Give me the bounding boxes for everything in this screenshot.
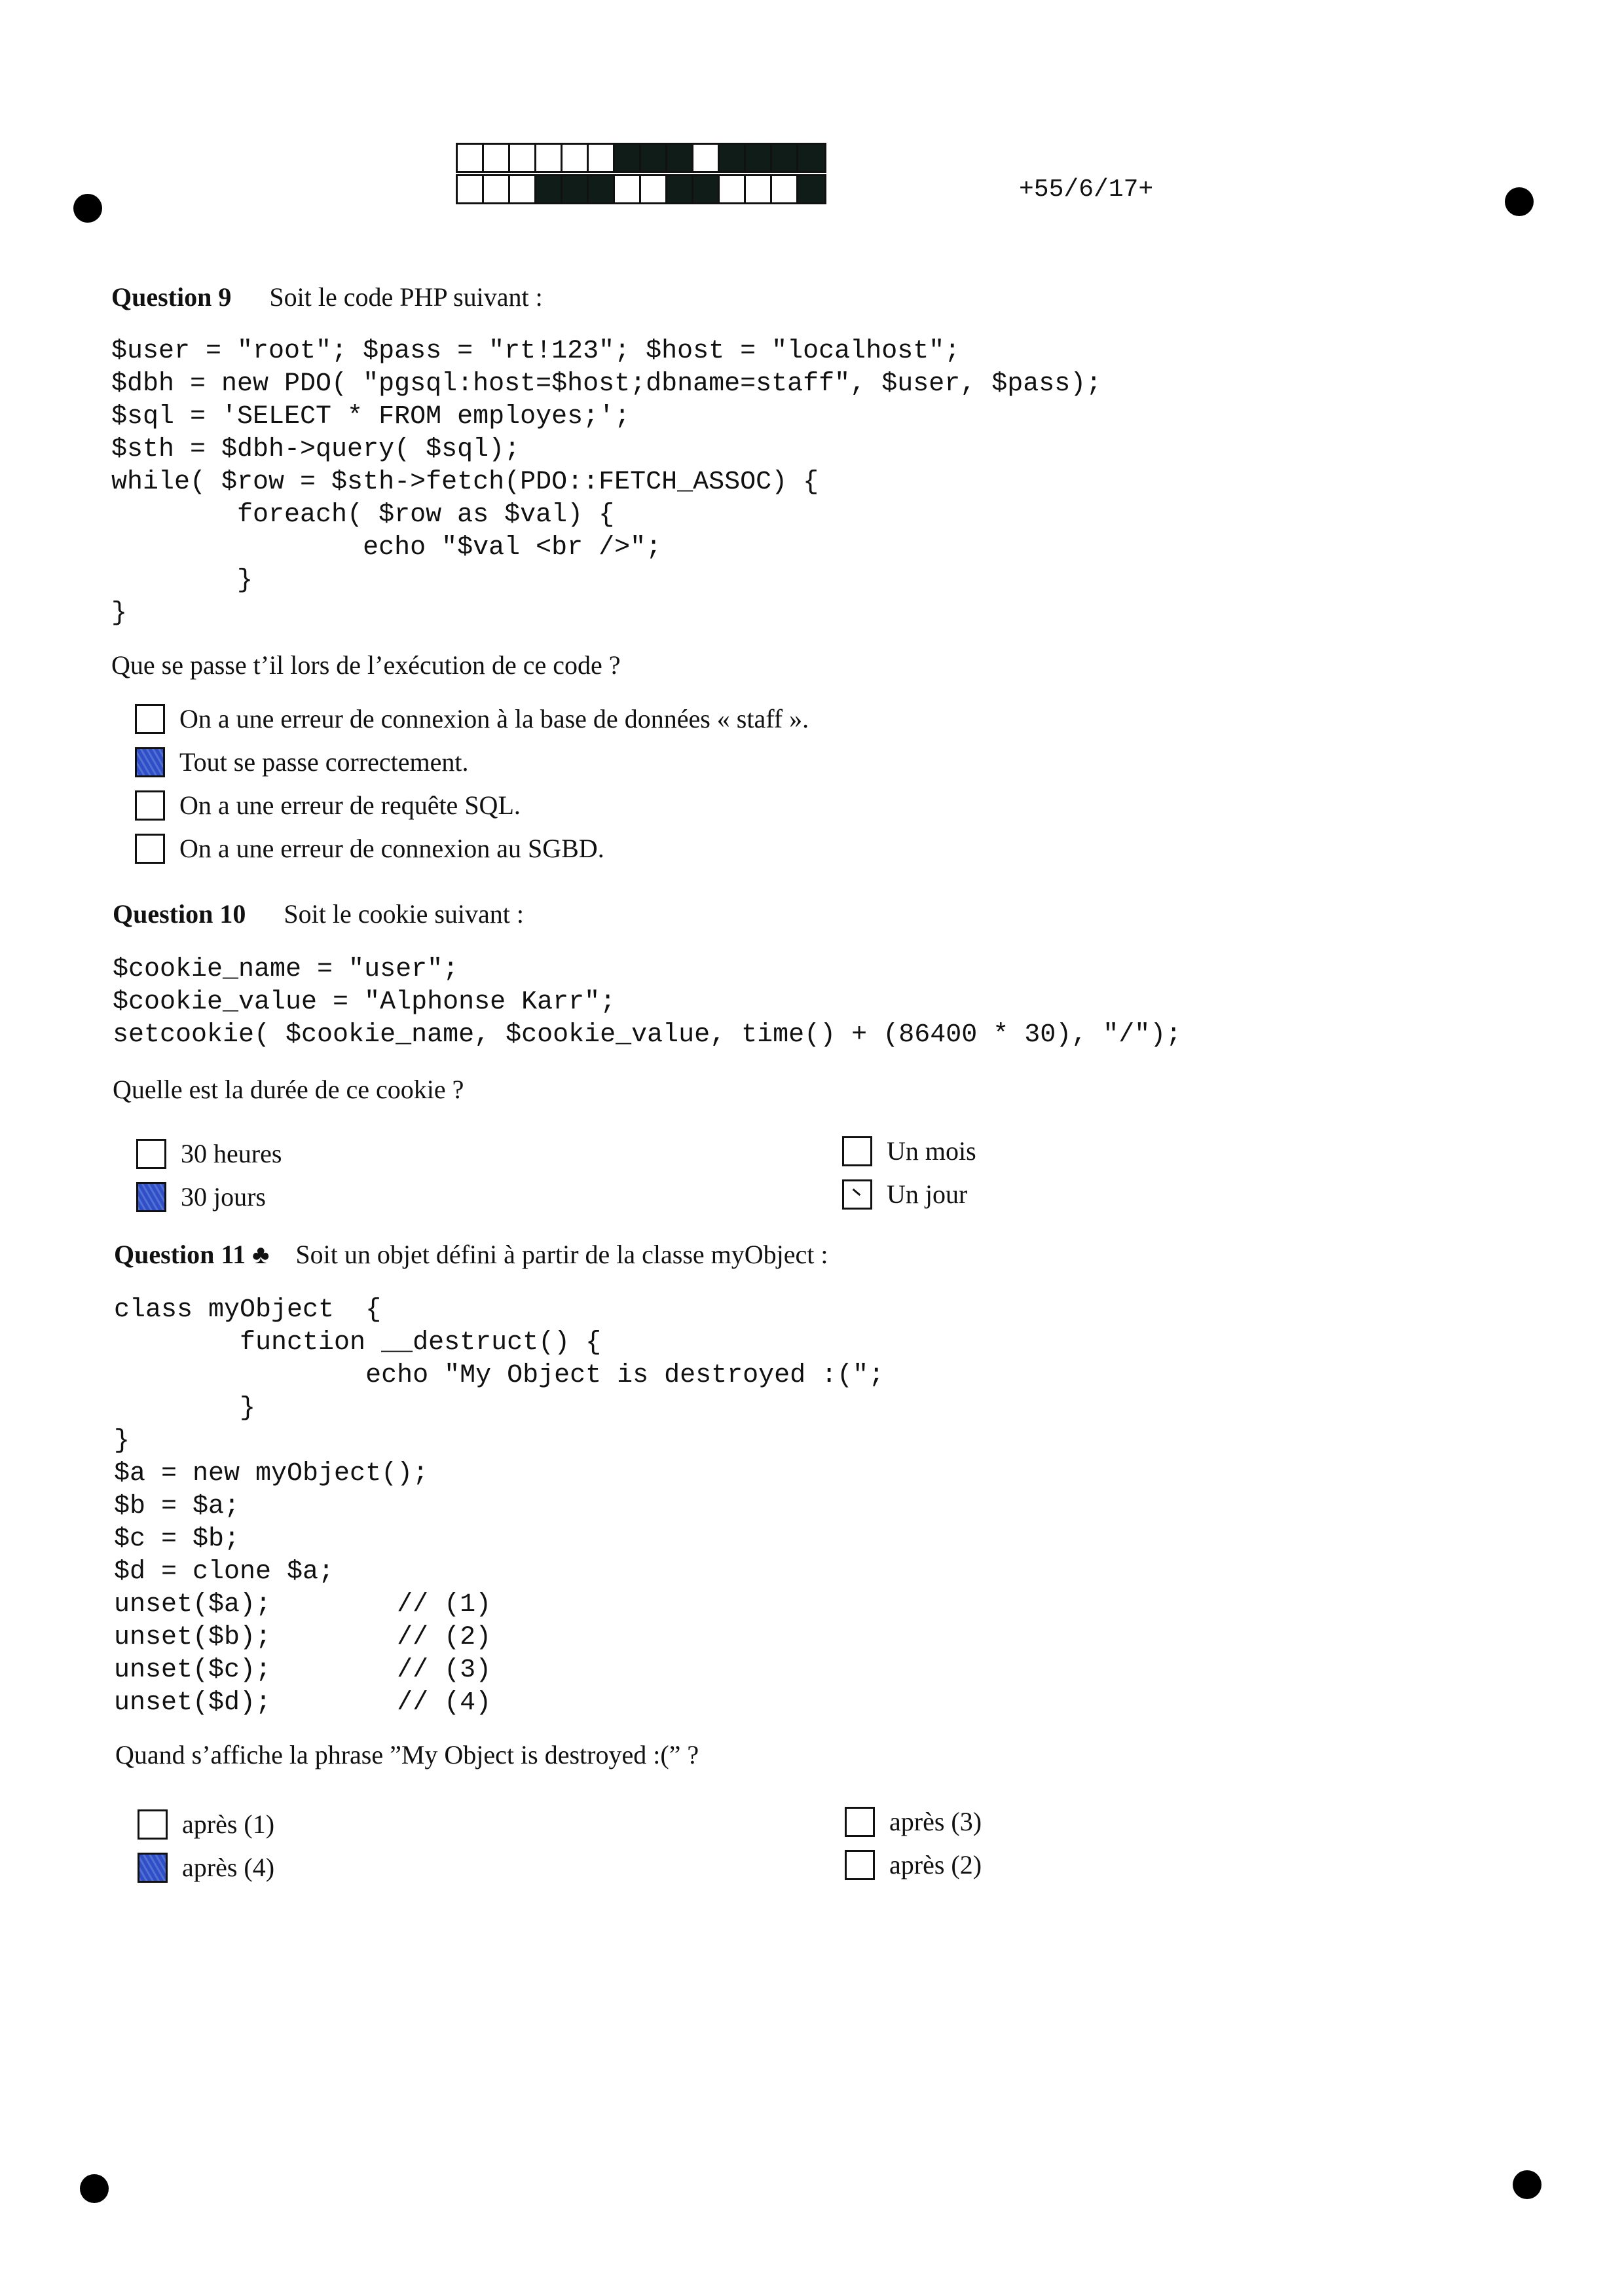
id-barcode-bottom [456,174,826,204]
barcode-cell [772,176,798,202]
page-identifier: +55/6/17+ [1019,176,1154,204]
barcode-cell [536,145,563,171]
q10-option-3[interactable] [842,1136,976,1166]
q10-option-1[interactable] [136,1138,282,1169]
option-label: On a une erreur de requête SQL. [179,790,521,820]
option-label: 30 heures [181,1139,282,1168]
option-label: 30 jours [181,1182,266,1212]
barcode-cell [615,176,641,202]
checkbox[interactable] [842,1136,872,1166]
option-label: On a une erreur de connexion à la base de données « staff ». [179,704,809,733]
option-label: après (3) [889,1807,982,1836]
barcode-cell [667,145,693,171]
q9-option-3[interactable] [135,790,521,821]
barcode-cell [798,145,824,171]
q9-option-2[interactable] [135,747,468,777]
checkbox[interactable] [845,1807,875,1837]
option-label: Tout se passe correctement. [179,747,469,777]
checkbox[interactable] [135,834,165,864]
question-9-heading [111,282,543,312]
registration-mark-top-right [1505,187,1534,216]
checkbox[interactable] [135,704,165,734]
q11-option-2[interactable] [138,1852,274,1883]
question-intro: Soit le cookie suivant : [284,899,524,929]
q10-option-4[interactable] [842,1179,967,1210]
barcode-cell [563,176,589,202]
q11-option-3[interactable] [845,1806,982,1837]
barcode-cell [746,145,772,171]
question-9-code: $user = "root"; $pass = "rt!123"; $host = "localhost"; $dbh = new PDO( "pgsql:host=$host;dbname=staff", $user, $pass); $sql = 'SELECT * FROM employes;'; $sth = $dbh->query( $sql); while( $row = $sth->fetch(PDO::FETCH_ASSOC) { foreach( $row as $val) { echo "$val <br />"; } } [111,337,1102,628]
barcode-cell [720,176,746,202]
option-label: après (1) [182,1809,275,1839]
checkbox[interactable] [842,1179,872,1210]
barcode-cell [798,176,824,202]
barcode-cell [720,145,746,171]
barcode-cell [641,176,667,202]
question-intro: Soit le code PHP suivant : [269,282,543,312]
question-10-code: $cookie_name = "user"; $cookie_value = "Alphonse Karr"; setcookie( $cookie_name, $cookie_value, time() + (86400 * 30), "/"); [113,955,1182,1050]
barcode-cell [772,145,798,171]
barcode-cell [746,176,772,202]
checkbox[interactable] [135,747,165,777]
id-barcode-top [456,143,826,173]
barcode-cell [458,176,484,202]
option-label: Un jour [887,1179,968,1209]
checkbox[interactable] [138,1809,168,1840]
barcode-cell [484,176,510,202]
barcode-cell [563,145,589,171]
question-9-prompt: Que se passe t’il lors de l’exécution de ce code ? [111,650,621,680]
question-number: Question 10 [113,899,246,929]
barcode-cell [458,145,484,171]
question-10-prompt: Quelle est la durée de ce cookie ? [113,1075,464,1104]
question-11-heading [114,1239,828,1270]
barcode-cell [484,145,510,171]
barcode-cell [589,176,615,202]
checkbox[interactable] [845,1850,875,1880]
barcode-cell [641,145,667,171]
question-10-heading [113,898,524,929]
q9-option-4[interactable] [135,833,604,864]
option-label: après (4) [182,1853,275,1882]
option-label: après (2) [889,1850,982,1879]
barcode-cell [536,176,563,202]
question-11-prompt: Quand s’affiche la phrase ”My Object is destroyed :(” ? [115,1740,699,1769]
barcode-cell [510,176,536,202]
q11-option-4[interactable] [845,1849,982,1880]
barcode-cell [693,176,720,202]
q11-option-1[interactable] [138,1809,274,1840]
barcode-cell [693,145,720,171]
question-intro: Soit un objet défini à partir de la classe myObject : [295,1240,828,1269]
question-number: Question 11 [114,1240,246,1269]
q10-option-2[interactable] [136,1181,266,1212]
barcode-cell [615,145,641,171]
registration-mark-bottom-right [1513,2170,1541,2199]
question-number: Question 9 [111,282,232,312]
q9-option-1[interactable] [135,703,809,734]
barcode-cell [667,176,693,202]
barcode-cell [510,145,536,171]
barcode-cell [589,145,615,171]
registration-mark-top-left [73,194,102,223]
option-label: On a une erreur de connexion au SGBD. [179,834,604,863]
checkbox[interactable] [138,1853,168,1883]
question-11-code: class myObject { function __destruct() { echo "My Object is destroyed :("; } } $a = new myObject(); $b = $a; $c = $b; $d = clone $a; unset($a); // (1) unset($b); // (2) unset($c); // (3) unset($d); // (4) [114,1295,885,1718]
club-icon: ♣ [252,1240,270,1269]
checkbox[interactable] [136,1182,166,1212]
option-label: Un mois [887,1136,976,1166]
registration-mark-bottom-left [80,2174,109,2203]
checkbox[interactable] [136,1139,166,1169]
checkbox[interactable] [135,790,165,821]
